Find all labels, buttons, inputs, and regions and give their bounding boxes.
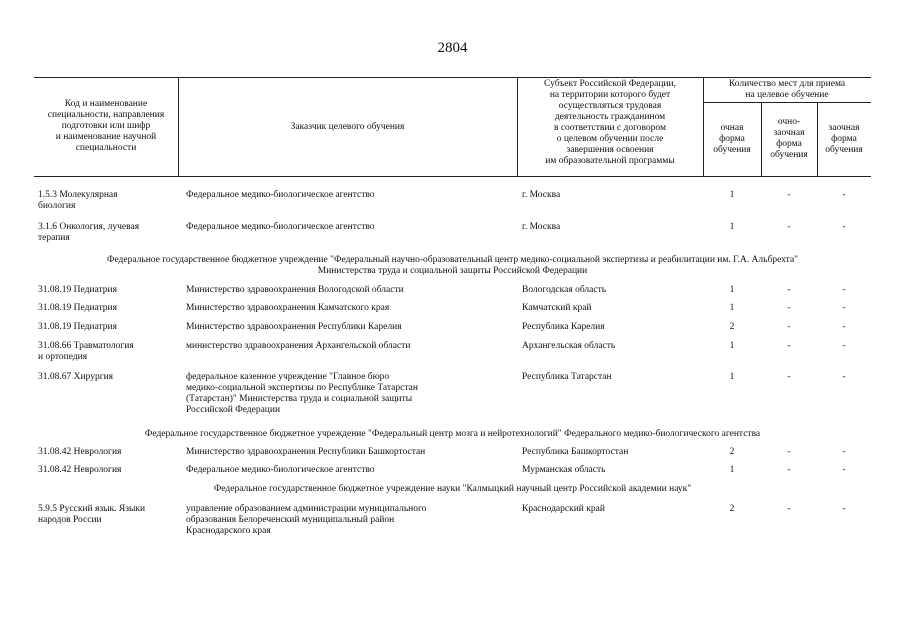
- row-customer: Министерство здравоохранения Вологодской области: [186, 285, 404, 295]
- row-full-time: 1: [729, 190, 735, 200]
- row-subject: Камчатский край: [522, 303, 592, 313]
- table-header-bottom-rule: [34, 176, 871, 177]
- row-extramural: -: [842, 222, 846, 232]
- header-places: Количество мест для приема на целевое обучение: [728, 79, 846, 100]
- row-part-time: -: [787, 222, 791, 232]
- row-subject: Мурманская область: [522, 465, 606, 475]
- row-full-time: 1: [729, 222, 735, 232]
- header-part-time: очно- заочная форма обучения: [770, 117, 808, 160]
- row-extramural: -: [842, 285, 846, 295]
- header-subject: Субъект Российской Федерации, на территории которого будет осуществляться трудовая деятельность гражданином в соответствии с договором о целевом обучении после завершения освоения им образовательной программы: [544, 79, 676, 166]
- row-customer: Министерство здравоохранения Республики Башкортостан: [186, 447, 426, 457]
- row-part-time: -: [787, 372, 791, 382]
- row-subject: Республика Башкортостан: [522, 447, 629, 457]
- row-full-time: 1: [729, 303, 735, 313]
- header-full-time: очная форма обучения: [713, 123, 751, 155]
- row-full-time: 2: [729, 504, 735, 514]
- row-extramural: -: [842, 372, 846, 382]
- row-customer: Федеральное медико-биологическое агентство: [186, 190, 375, 200]
- row-part-time: -: [787, 285, 791, 295]
- row-full-time: 2: [729, 447, 735, 457]
- organization-heading: Федеральное государственное бюджетное учреждение "Федеральный центр мозга и нейротехнологий" Федерального медико-биологического агентства: [144, 429, 761, 439]
- row-code: 3.1.6 Онкология, лучевая терапия: [38, 222, 140, 243]
- row-part-time: -: [787, 447, 791, 457]
- table-top-rule: [34, 77, 871, 78]
- row-part-time: -: [787, 303, 791, 313]
- row-customer: Министерство здравоохранения Камчатского края: [186, 303, 390, 313]
- row-subject: г. Москва: [522, 190, 561, 200]
- row-extramural: -: [842, 190, 846, 200]
- header-code: Код и наименование специальности, направления подготовки или шифр и наименование научной специальности: [47, 99, 165, 153]
- row-extramural: -: [842, 465, 846, 475]
- header-customer: Заказчик целевого обучения: [290, 122, 405, 132]
- organization-heading: Федеральное государственное бюджетное учреждение науки "Калмыцкий научный центр Российской академии наук": [213, 484, 692, 494]
- row-customer: управление образованием администрации муниципального образования Белореченский муниципальный район Краснодарского края: [186, 504, 427, 536]
- row-subject: Краснодарский край: [522, 504, 605, 514]
- row-code: 1.5.3 Молекулярная биология: [38, 190, 118, 211]
- row-extramural: -: [842, 303, 846, 313]
- row-code: 31.08.67 Хирургия: [38, 372, 114, 382]
- header-extramural: заочная форма обучения: [825, 123, 863, 155]
- places-subheader-rule: [703, 102, 871, 103]
- row-customer: Министерство здравоохранения Республики Карелия: [186, 322, 402, 332]
- row-extramural: -: [842, 341, 846, 351]
- row-subject: Вологодская область: [522, 285, 607, 295]
- row-code: 31.08.42 Неврология: [38, 465, 122, 475]
- row-code: 31.08.42 Неврология: [38, 447, 122, 457]
- row-extramural: -: [842, 504, 846, 514]
- row-subject: г. Москва: [522, 222, 561, 232]
- row-part-time: -: [787, 322, 791, 332]
- row-subject: Республика Татарстан: [522, 372, 612, 382]
- row-code: 5.9.5 Русский язык. Языки народов России: [38, 504, 146, 525]
- row-customer: министерство здравоохранения Архангельской области: [186, 341, 411, 351]
- row-code: 31.08.19 Педиатрия: [38, 285, 117, 295]
- row-code: 31.08.19 Педиатрия: [38, 322, 117, 332]
- row-full-time: 1: [729, 465, 735, 475]
- row-code: 31.08.19 Педиатрия: [38, 303, 117, 313]
- row-part-time: -: [787, 190, 791, 200]
- row-subject: Республика Карелия: [522, 322, 605, 332]
- row-part-time: -: [787, 465, 791, 475]
- page-number: 2804: [437, 40, 468, 56]
- row-part-time: -: [787, 341, 791, 351]
- row-extramural: -: [842, 322, 846, 332]
- row-extramural: -: [842, 447, 846, 457]
- row-customer: федеральное казенное учреждение "Главное бюро медико-социальной экспертизы по Республике Татарстан (Татарстан)" Министерства труда и социальной защиты Российской Федерации: [186, 372, 418, 415]
- row-full-time: 1: [729, 372, 735, 382]
- row-full-time: 1: [729, 341, 735, 351]
- row-full-time: 2: [729, 322, 735, 332]
- row-customer: Федеральное медико-биологическое агентство: [186, 465, 375, 475]
- row-full-time: 1: [729, 285, 735, 295]
- organization-heading: Федеральное государственное бюджетное учреждение "Федеральный научно-образовательный центр медико-социальной экспертизы и реабилитации им. Г.А. Альбрехта" Министерства труда и социальной защиты Российской Федерации: [106, 255, 799, 276]
- row-code: 31.08.66 Травматология и ортопедия: [38, 341, 134, 362]
- row-customer: Федеральное медико-биологическое агентство: [186, 222, 375, 232]
- row-subject: Архангельская область: [522, 341, 616, 351]
- row-part-time: -: [787, 504, 791, 514]
